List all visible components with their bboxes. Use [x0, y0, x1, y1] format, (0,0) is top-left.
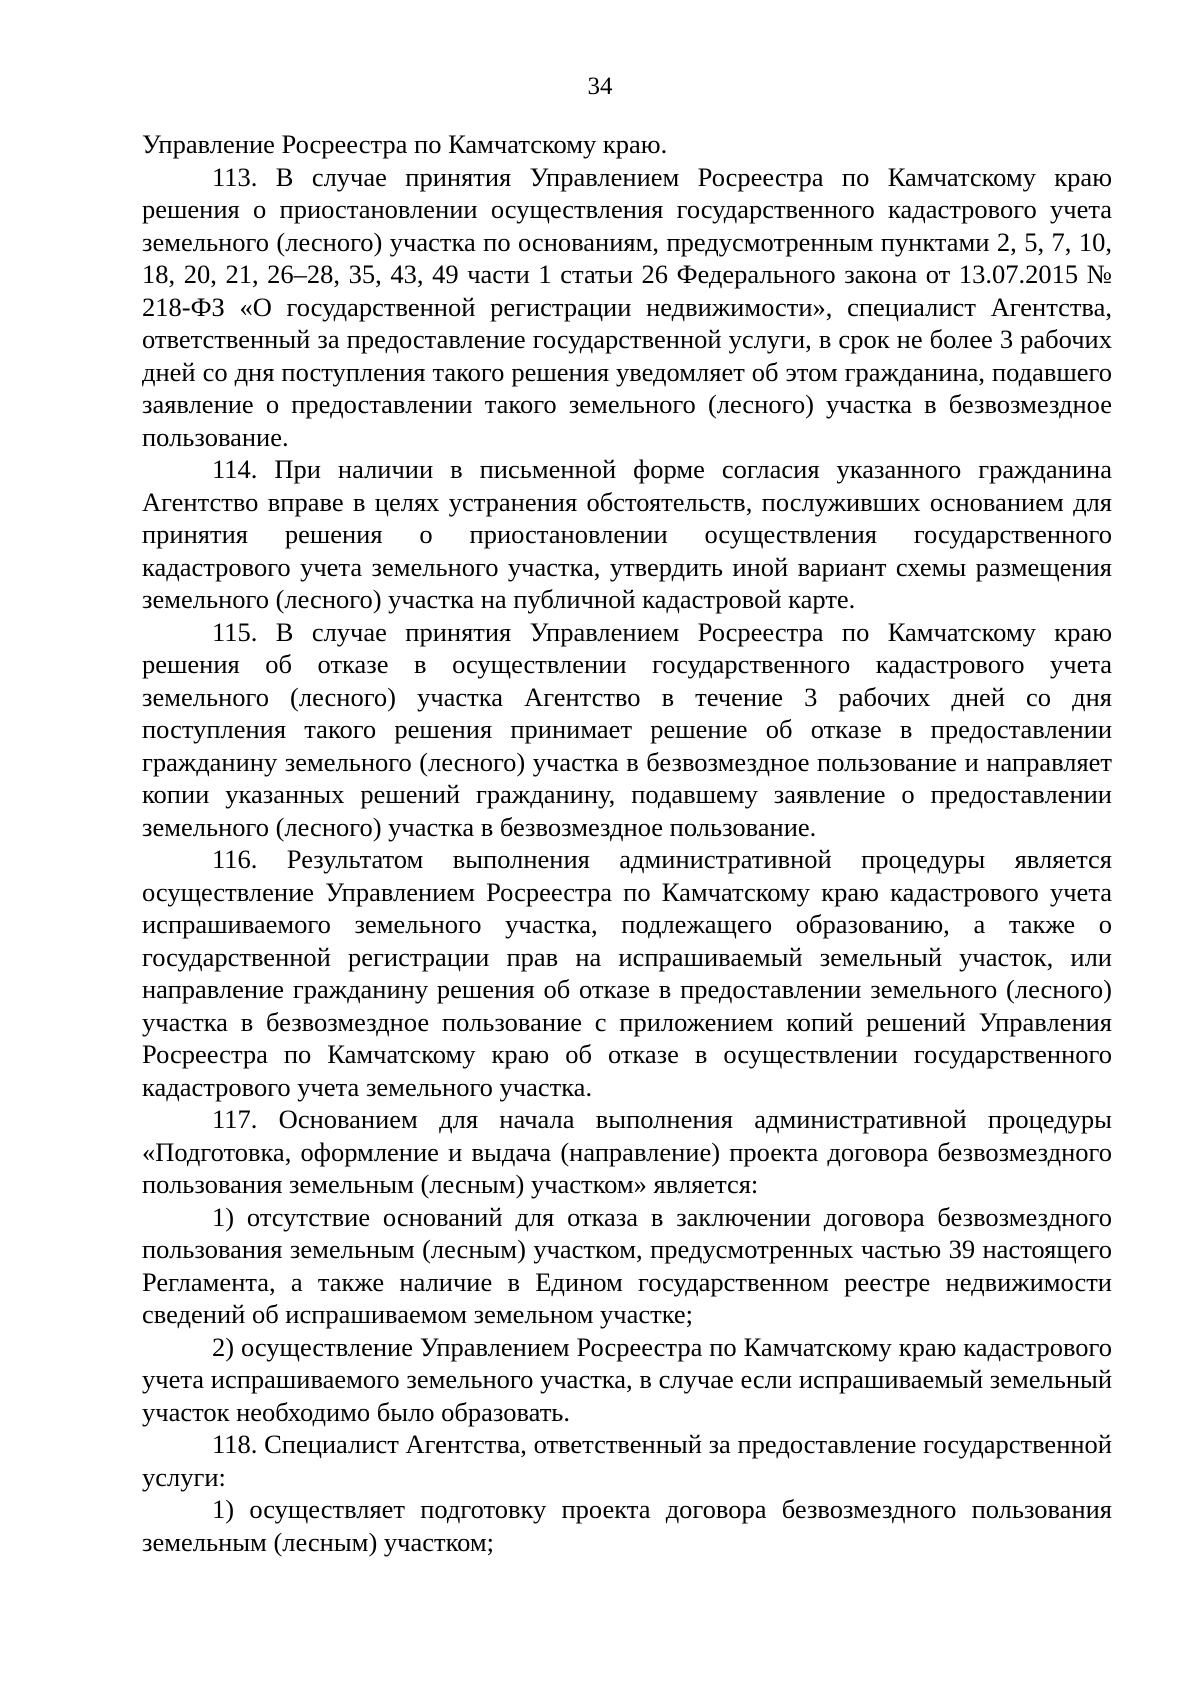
paragraph-116: 116. Результатом выполнения административной процедуры является осуществление Управлением Росреестра по Камчатскому краю кадастрового учета испрашиваемого земельного участка, подлежащего образованию, а также о государственной регистрации прав на испрашиваемый земельный участок, или направление гражданину решения об отказе в предоставлении земельного (лесного) участка в безвозмездное пользование с приложением копий решений Управления Росреестра по Камчатскому краю об отказе в осуществлении государственного кадастрового учета земельного участка.	[142, 844, 1112, 1102]
paragraph-117: 117. Основанием для начала выполнения административной процедуры «Подготовка, оформление и выдача (направление) проекта договора безвозмездного пользования земельным (лесным) участком» является:	[142, 1104, 1112, 1199]
paragraph-continuation: Управление Росреестра по Камчатскому краю.	[142, 129, 668, 159]
paragraph-117-item-1: 1) отсутствие оснований для отказа в заключении договора безвозмездного пользования земельным (лесным) участком, предусмотренных частью 39 настоящего Регламента, а также наличие в Едином государственном реестре недвижимости сведений об испрашиваемом земельном участке;	[142, 1201, 1112, 1329]
paragraph-118: 118. Специалист Агентства, ответственный за предоставление государственной услуги:	[142, 1429, 1112, 1492]
paragraph-117-item-2: 2) осуществление Управлением Росреестра по Камчатскому краю кадастрового учета испрашиваемого земельного участка, в случае если испрашиваемый земельный участок необходимо было образовать.	[142, 1331, 1112, 1427]
paragraph-114: 114. При наличии в письменной форме согласия указанного гражданина Агентство вправе в целях устранения обстоятельств, послуживших основанием для принятия решения о приостановлении осуществления государственного кадастрового учета земельного участка, утвердить иной вариант схемы размещения земельного (лесного) участка на публичной кадастровой карте.	[142, 454, 1112, 614]
page-number: 34	[587, 73, 613, 100]
document-body	[142, 128, 1112, 1558]
paragraph-115: 115. В случае принятия Управлением Росреестра по Камчатскому краю решения об отказе в осуществлении государственного кадастрового учета земельного (лесного) участка Агентство в течение 3 рабочих дней со дня поступления такого решения принимает решение об отказе в предоставлении гражданину земельного (лесного) участка в безвозмездное пользование и направляет копии указанных решений гражданину, подавшему заявление о предоставлении земельного (лесного) участка в безвозмездное пользование.	[142, 616, 1112, 842]
paragraph-118-item-1: 1) осуществляет подготовку проекта договора безвозмездного пользования земельным (лесным) участком;	[142, 1494, 1112, 1557]
paragraph-113: 113. В случае принятия Управлением Росреестра по Камчатскому краю решения о приостановлении осуществления государственного кадастрового учета земельного (лесного) участка по основаниям, предусмотренным пунктами 2, 5, 7, 10, 18, 20, 21, 26–28, 35, 43, 49 части 1 статьи 26 Федерального закона от 13.07.2015 № 218-ФЗ «О государственной регистрации недвижимости», специалист Агентства, ответственный за предоставление государственной услуги, в срок не более 3 рабочих дней со дня поступления такого решения уведомляет об этом гражданина, подавшего заявление о предоставлении такого земельного (лесного) участка в безвозмездное пользование.	[142, 161, 1112, 452]
